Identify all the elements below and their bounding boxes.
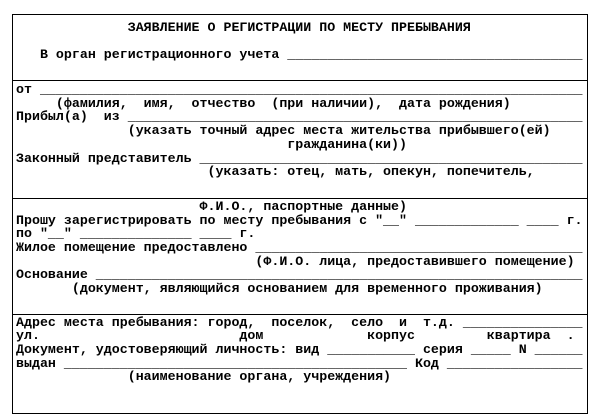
legal-representative-hint: (указать: отец, мать, опекун, попечитель, [16, 164, 535, 180]
identity-document-line: Документ, удостоверяющий личность: вид ___________ серия _____ N ______ [16, 342, 583, 358]
legal-representative-line: Законный представитель ________________________________________________ [16, 150, 583, 166]
arrived-from-line: Прибыл(а) из _________________________________________________________ [16, 109, 583, 125]
issuing-authority-hint: (наименование органа, учреждения) [16, 369, 392, 385]
stay-period-from-line: Прошу зарегистрировать по месту пребывания с "__" _____________ ____ г. [16, 212, 583, 228]
registration-application-form [12, 14, 588, 414]
form-title: ЗАЯВЛЕНИЕ О РЕГИСТРАЦИИ ПО МЕСТУ ПРЕБЫВАНИЯ [16, 20, 471, 35]
basis-hint: (документ, являющийся основанием для временного проживания) [16, 281, 543, 296]
applicant-name-hint: (фамилия, имя, отчество (при наличии), дата рождения) [16, 95, 511, 111]
premises-provider-hint: (Ф.И.О. лица, предоставившего помещение) [16, 253, 575, 269]
section-divider-1 [13, 80, 587, 81]
premises-provided-line: Жилое помещение предоставлено _________________________________________ [16, 239, 583, 255]
from-applicant-line: от ____________________________________________________________________ [16, 82, 583, 98]
street-house-apartment-line: ул. дом корпус квартира . [16, 328, 575, 344]
stay-period-to-line: по "__" ______________ ____ г. [16, 226, 256, 242]
legal-representative-hint-2: Ф.И.О., паспортные данные) [16, 198, 407, 214]
registration-authority-line: В орган регистрационного учета _____________________________________ [16, 47, 583, 63]
stay-address-line: Адрес места пребывания: город, поселок, село и т.д. _______________ [16, 314, 583, 330]
basis-line: Основание _____________________________________________________________ [16, 267, 583, 283]
previous-address-hint-2: гражданина(ки)) [16, 136, 407, 152]
previous-address-hint: (указать точный адрес места жительства прибывшего(ей) [16, 123, 551, 139]
document-issued-by-line: выдан ___________________________________________ Код _________________ [16, 355, 583, 371]
